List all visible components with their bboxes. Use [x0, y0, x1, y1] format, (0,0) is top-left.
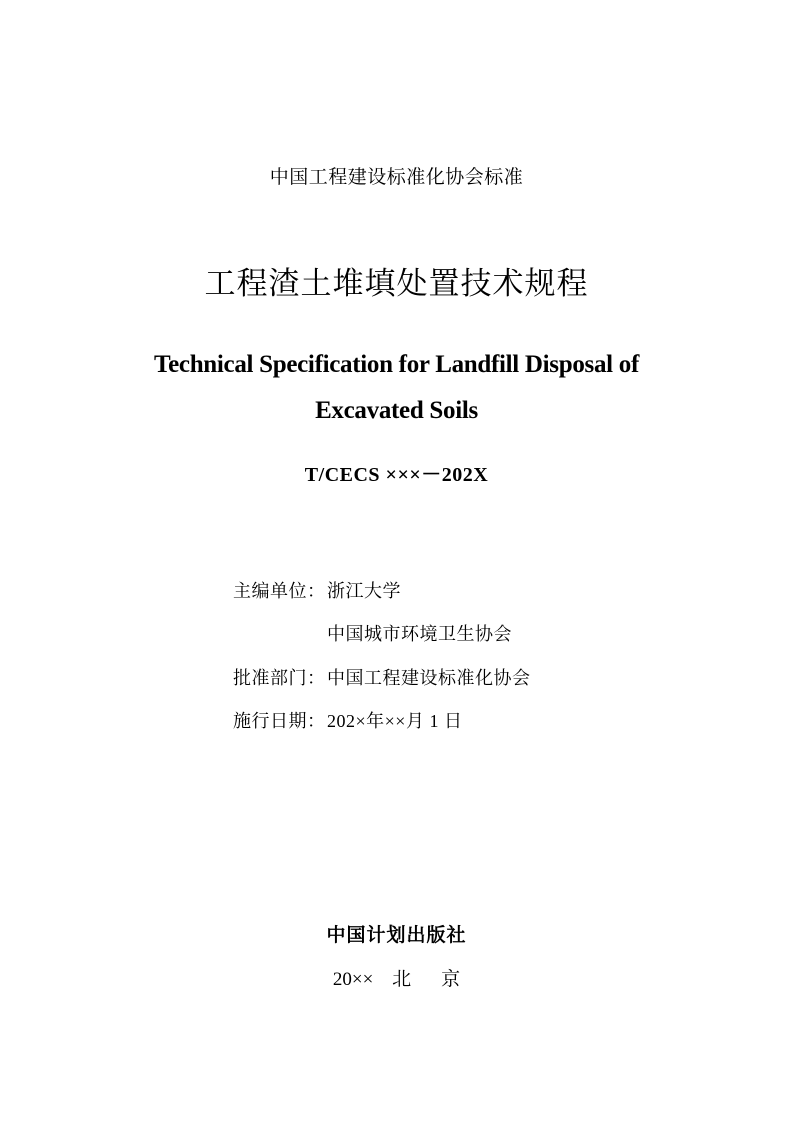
approver-value: 中国工程建设标准化协会: [327, 667, 531, 688]
standard-number: T/CECS ×××－202X: [304, 464, 489, 486]
effective-date-label: 施行日期：: [233, 711, 326, 732]
publisher-name: 中国计划出版社: [326, 924, 467, 946]
document-title-english-line-2: Excavated Soils: [315, 397, 478, 424]
editor-value-1: 浙江大学: [327, 580, 401, 601]
effective-date-row: [233, 699, 531, 743]
publication-year: 20××: [332, 969, 374, 990]
editor-row-2: [233, 612, 531, 656]
editor-row: [233, 568, 531, 612]
document-title-english-line-1: Technical Specification for Landfill Disposal of: [154, 351, 639, 378]
standard-series-label: 中国工程建设标准化协会标准: [269, 166, 524, 188]
document-info-block: [233, 568, 531, 742]
editor-value-2: 中国城市环境卫生协会: [327, 624, 512, 645]
document-title-chinese: 工程渣土堆填处置技术规程: [204, 266, 589, 302]
approver-row: [233, 655, 531, 699]
approver-label: 批准部门：: [233, 667, 326, 688]
publication-city: 北京: [392, 969, 491, 990]
editor-label: 主编单位：: [233, 580, 326, 601]
effective-date-value: 202×年××月 1 日: [327, 711, 463, 732]
publication-place-line: [0, 964, 793, 991]
document-title-english: [0, 342, 793, 434]
